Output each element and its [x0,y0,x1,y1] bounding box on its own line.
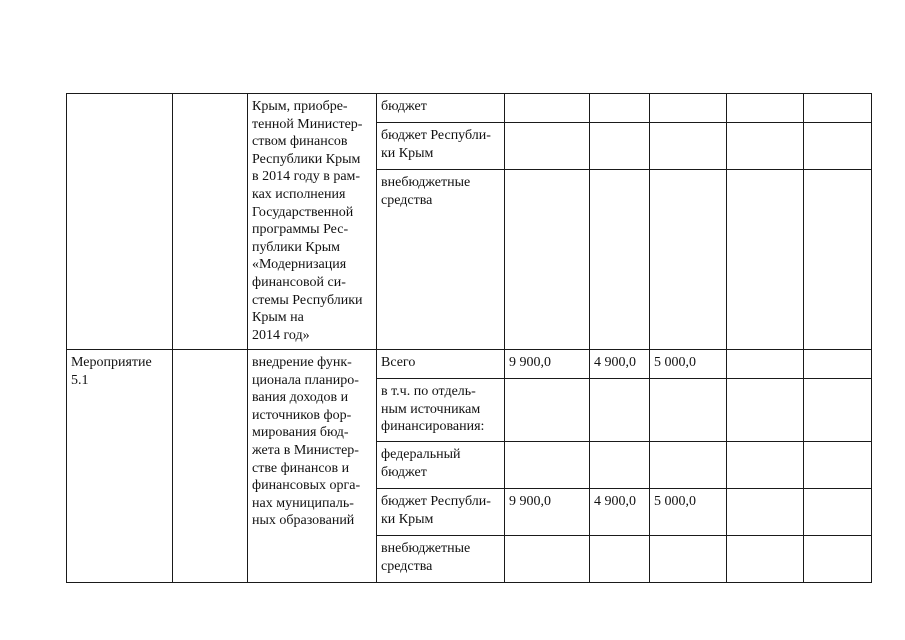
value-cell [650,94,727,123]
value-cell [804,536,872,583]
event-name-cell [67,350,173,583]
value-cell [590,379,650,442]
value-cell [590,489,650,536]
value-cell [590,536,650,583]
value-cell [505,536,590,583]
value-text: 9 900,0 [509,355,551,370]
value-text: 9 900,0 [509,494,551,509]
value-cell [727,489,804,536]
value-cell [650,379,727,442]
table-row [67,94,872,123]
funding-source-text: бюджет [381,99,427,114]
value-cell [804,489,872,536]
event-name-text: Мероприятие 5.1 [71,355,152,388]
funding-source-text: Всего [381,355,416,370]
value-cell [804,379,872,442]
value-cell [804,350,872,379]
value-cell [505,489,590,536]
value-cell [650,442,727,489]
value-cell [590,170,650,350]
event-description-text: внедрение функ- ционала планиро- вания доходов и источников фор- мирования бюд- жета в Министер- стве финансов и финансовых орга- нах муниципаль- ных образований [252,355,361,529]
value-cell [505,350,590,379]
funding-source-text: федеральный бюджет [381,447,461,480]
funding-source-text: бюджет Республи- ки Крым [381,128,491,161]
table-row [67,350,872,379]
value-cell [590,123,650,170]
funding-source-cell [377,123,505,170]
value-text: 5 000,0 [654,355,696,370]
program-funding-table [66,93,872,583]
value-cell [650,536,727,583]
value-cell [590,350,650,379]
value-cell [505,123,590,170]
value-text: 4 900,0 [594,355,636,370]
value-text: 4 900,0 [594,494,636,509]
funding-source-text: внебюджетные средства [381,541,471,574]
value-cell [727,350,804,379]
funding-source-cell [377,94,505,123]
event-description-cell [248,94,377,350]
funding-source-cell [377,536,505,583]
event-description-text: Крым, приобре- тенной Министер- ством финансов Республики Крым в 2014 году в рам- ках исполнения Государственной программы Рес- публики Крым «Модернизация финансовой си- стемы Республики Крым на 2014 год» [252,99,363,343]
value-cell [650,350,727,379]
funding-source-cell [377,379,505,442]
event-name-cell [67,94,173,350]
value-cell [804,123,872,170]
funding-source-text: бюджет Республи- ки Крым [381,494,491,527]
value-cell [590,94,650,123]
value-cell [804,442,872,489]
value-cell [505,442,590,489]
value-text: 5 000,0 [654,494,696,509]
value-cell [505,379,590,442]
value-cell [727,94,804,123]
value-cell [727,379,804,442]
funding-source-cell [377,489,505,536]
event-description-cell [248,350,377,583]
value-cell [505,94,590,123]
value-cell [650,170,727,350]
value-cell [505,170,590,350]
value-cell [650,123,727,170]
value-cell [727,442,804,489]
funding-source-text: внебюджетные средства [381,175,471,208]
value-cell [590,442,650,489]
funding-source-cell [377,442,505,489]
value-cell [804,94,872,123]
value-cell [727,536,804,583]
value-cell [727,170,804,350]
funding-source-cell [377,170,505,350]
funding-source-text: в т.ч. по отдель- ным источникам финансирования: [381,384,485,435]
value-cell [804,170,872,350]
executor-cell [173,94,248,350]
funding-source-cell [377,350,505,379]
value-cell [727,123,804,170]
executor-cell [173,350,248,583]
value-cell [650,489,727,536]
